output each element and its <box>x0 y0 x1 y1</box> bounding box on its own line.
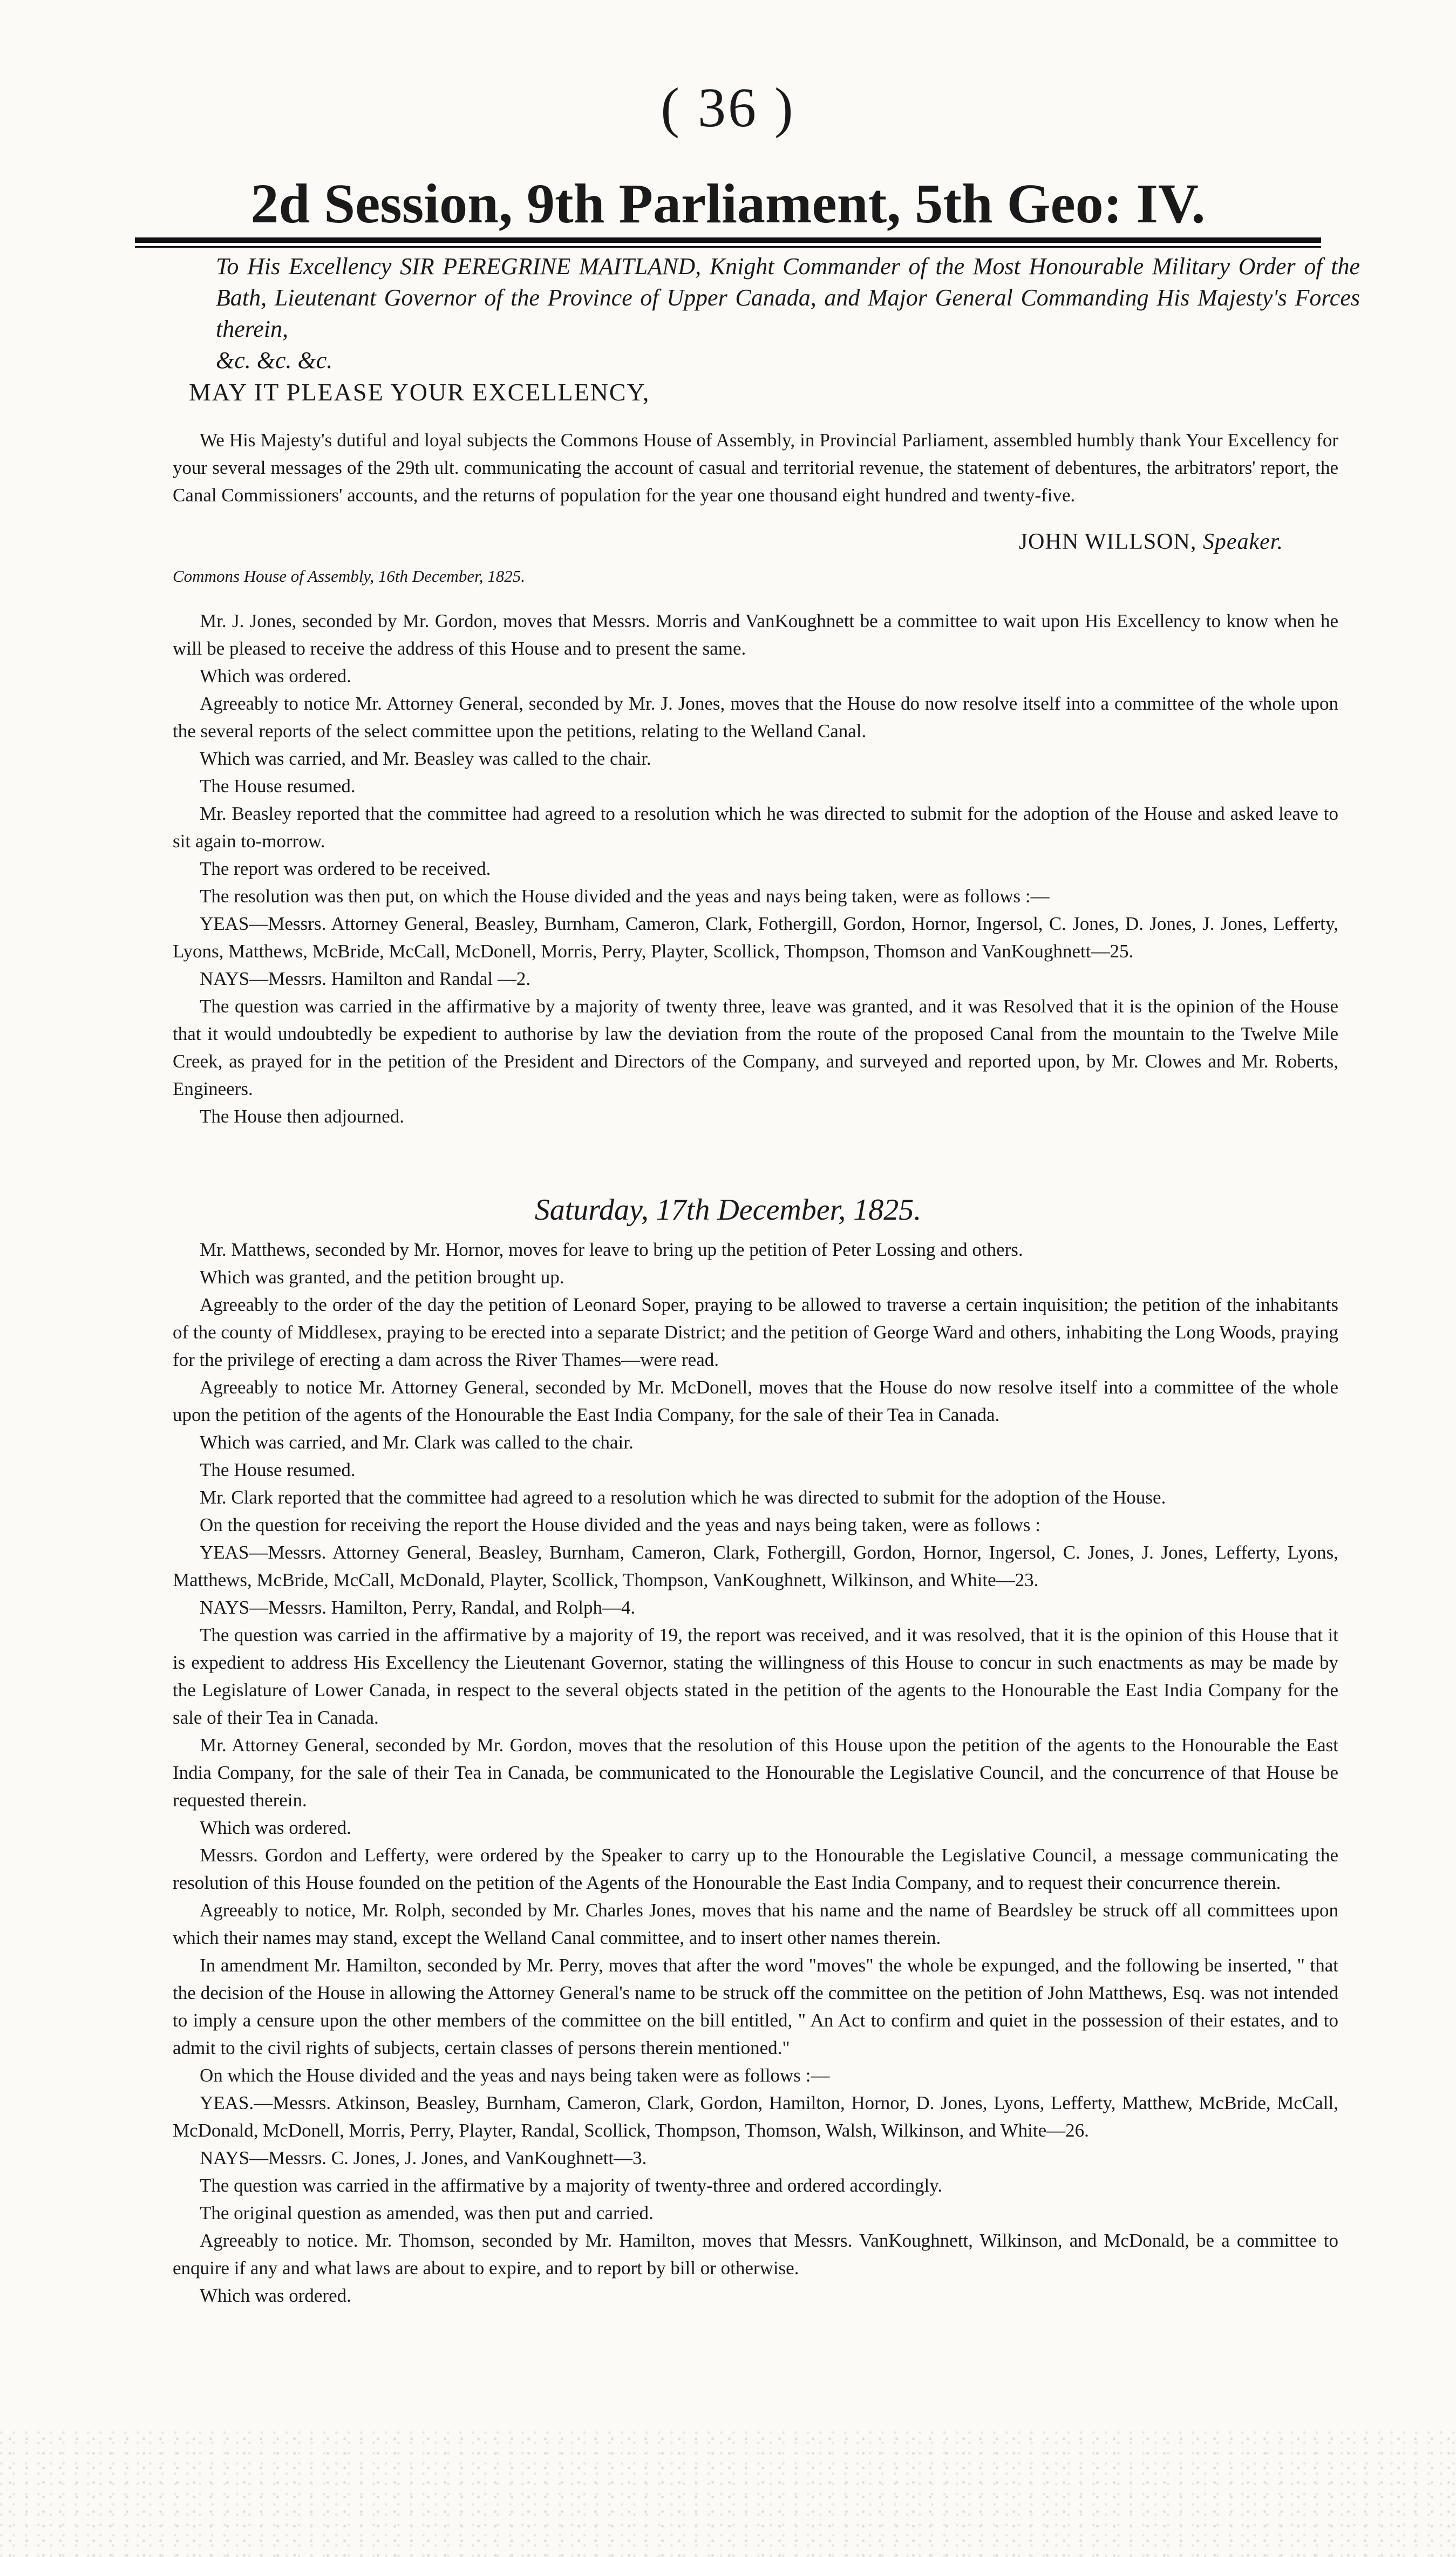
paragraph: On which the House divided and the yeas and nays being taken were as follows :— <box>200 2065 830 2086</box>
proceedings-17-december <box>173 1236 1338 2309</box>
paragraph: Mr. Matthews, seconded by Mr. Hornor, moves for leave to bring up the petition of Peter Lossing and others. <box>200 1239 1023 1260</box>
paragraph: Mr. Attorney General, seconded by Mr. Gordon, moves that the resolution of this House upon the petition of the agents to the Honourable the East India Company, for the sale of their Tea in Canada, be communicated to the Honourable the Legislative Council, and the concurrence of that House be requested therein. <box>173 1735 1338 1811</box>
address-body-text: We His Majesty's dutiful and loyal subjects the Commons House of Assembly, in Provincial Parliament, assembled humbly thank Your Excellency for your several messages of the 29th ult. communicating the account of casual and territorial revenue, the statement of debentures, the arbitrators' report, the Canal Commissioners' accounts, and the returns of population for the year one thousand eight hundred and twenty-five. <box>173 430 1338 506</box>
paragraph: In amendment Mr. Hamilton, seconded by Mr. Perry, moves that after the word "moves" the whole be expunged, and the following be inserted, " that the decision of the House in allowing the Attorney General's name to be struck off the committee on the petition of John Matthews, Esq. was not intended to imply a censure upon the other members of the committee on the bill entitled, " An Act to confirm and quiet in the possession of their estates, and to admit to the civil rights of subjects, certain classes of persons therein mentioned." <box>173 1955 1338 2058</box>
paragraph: The question was carried in the affirmative by a majority of twenty-three and ordered accordingly. <box>200 2175 943 2196</box>
paragraph: The resolution was then put, on which the House divided and the yeas and nays being taken, were as follows :— <box>200 886 1050 907</box>
paragraph: Which was ordered. <box>200 1817 351 1838</box>
paragraph: Mr. Beasley reported that the committee had agreed to a resolution which he was directed to submit for the adoption of the House and asked leave to sit again to-morrow. <box>173 803 1338 852</box>
paragraph: The House resumed. <box>200 1459 356 1480</box>
dateline: Commons House of Assembly, 16th December, 1825. <box>173 567 525 586</box>
paragraph: NAYS—Messrs. Hamilton, Perry, Randal, and Rolph—4. <box>200 1597 636 1618</box>
paragraph: Messrs. Gordon and Lefferty, were ordered by the Speaker to carry up to the Honourable the Legislative Council, a message communicating the resolution of this House founded on the petition of the Agents of the Honourable the East India Company, and to request their concurrence therein. <box>173 1845 1338 1893</box>
signature <box>1019 529 1283 555</box>
day-heading: Saturday, 17th December, 1825. <box>534 1193 922 1227</box>
paragraph: Agreeably to notice, Mr. Rolph, seconded by Mr. Charles Jones, moves that his name and the name of Beardsley be struck off all committees upon which their names may stand, except the Welland Canal committee, and to insert other names therein. <box>173 1900 1338 1948</box>
paragraph: Which was ordered. <box>200 665 351 686</box>
address-body <box>173 426 1338 509</box>
paragraph: Which was carried, and Mr. Beasley was called to the chair. <box>200 748 651 769</box>
paragraph: Agreeably to notice Mr. Attorney General, seconded by Mr. McDonell, moves that the House do now resolve itself into a committee of the whole upon the petition of the agents of the Honourable the East India Company, for the sale of their Tea in Canada. <box>173 1377 1338 1425</box>
paragraph: Which was carried, and Mr. Clark was called to the chair. <box>200 1432 634 1453</box>
paragraph: Which was granted, and the petition brought up. <box>200 1267 564 1288</box>
paragraph: The House resumed. <box>200 776 356 797</box>
paragraph: The original question as amended, was then put and carried. <box>200 2202 654 2223</box>
salutation: MAY IT PLEASE YOUR EXCELLENCY, <box>189 378 650 406</box>
header-rule-thick <box>135 237 1321 243</box>
page-speckle <box>0 2429 1456 2557</box>
paragraph: On the question for receiving the report the House divided and the yeas and nays being taken, were as follows : <box>200 1514 1041 1535</box>
address-heading <box>216 251 1360 376</box>
paragraph: YEAS—Messrs. Attorney General, Beasley, Burnham, Cameron, Clark, Fothergill, Gordon, Hornor, Ingersol, C. Jones, J. Jones, Lefferty, Lyons, Matthews, McBride, McCall, McDonald, Playter, Scollick, Thompson, VanKoughnett, Wilkinson, and White—23. <box>173 1542 1338 1590</box>
paragraph: The report was ordered to be received. <box>200 858 491 879</box>
proceedings-16-december <box>173 607 1338 1130</box>
address-etc: &c. &c. &c. <box>216 347 333 373</box>
address-recipient: To His Excellency SIR PEREGRINE MAITLAND, Knight Commander of the Most Honourable Military Order of the Bath, Lieutenant Governor of the Province of Upper Canada, and Major General Commanding His Majesty's Forces therein, <box>216 253 1360 342</box>
paragraph: NAYS—Messrs. Hamilton and Randal —2. <box>200 968 531 989</box>
signature-name: JOHN WILLSON, <box>1018 529 1197 554</box>
page-number: ( 36 ) <box>661 77 795 139</box>
paragraph: Mr. J. Jones, seconded by Mr. Gordon, moves that Messrs. Morris and VanKoughnett be a committee to wait upon His Excellency to know when he will be pleased to receive the address of this House and to present the same. <box>173 610 1338 659</box>
header-rule-thin <box>135 246 1321 248</box>
paragraph: YEAS.—Messrs. Atkinson, Beasley, Burnham, Cameron, Clark, Gordon, Hamilton, Hornor, D. Jones, Lyons, Lefferty, Matthew, McBride, McCall, McDonald, McDonell, Morris, Perry, Playter, Randal, Scollick, Thompson, Thomson, Walsh, Wilkinson, and White—26. <box>173 2092 1338 2141</box>
paragraph: Mr. Clark reported that the committee had agreed to a resolution which he was directed to submit for the adoption of the House. <box>200 1487 1166 1508</box>
signature-title: Speaker. <box>1202 529 1283 554</box>
paragraph: Agreeably to the order of the day the petition of Leonard Soper, praying to be allowed to traverse a certain inquisition; the petition of the inhabitants of the county of Middlesex, praying to be erected into a separate District; and the petition of George Ward and others, inhabiting the Long Woods, praying for the privilege of erecting a dam across the River Thames—were read. <box>173 1294 1338 1370</box>
paragraph: Agreeably to notice Mr. Attorney General, seconded by Mr. J. Jones, moves that the House do now resolve itself into a committee of the whole upon the several reports of the select committee upon the petitions, relating to the Welland Canal. <box>173 693 1338 742</box>
paragraph: Agreeably to notice. Mr. Thomson, seconded by Mr. Hamilton, moves that Messrs. VanKoughnett, Wilkinson, and McDonald, be a committee to enquire if any and what laws are about to expire, and to report by bill or otherwise. <box>173 2230 1338 2279</box>
session-title: 2d Session, 9th Parliament, 5th Geo: IV. <box>250 173 1206 235</box>
paragraph: The question was carried in the affirmative by a majority of 19, the report was received, and it was resolved, that it is the opinion of this House that it is expedient to address His Excellency the Lieutenant Governor, stating the willingness of this House to concur in such enactments as may be made by the Legislature of Lower Canada, in respect to the several objects stated in the petition of the agents to the Honourable the East India Company for the sale of their Tea in Canada. <box>173 1624 1338 1728</box>
paragraph: YEAS—Messrs. Attorney General, Beasley, Burnham, Cameron, Clark, Fothergill, Gordon, Hornor, Ingersol, C. Jones, D. Jones, J. Jones, Lefferty, Lyons, Matthews, McBride, McCall, McDonell, Morris, Perry, Playter, Scollick, Thompson, Thomson and VanKoughnett—25. <box>173 913 1338 962</box>
paragraph: NAYS—Messrs. C. Jones, J. Jones, and VanKoughnett—3. <box>200 2147 647 2168</box>
paragraph: The House then adjourned. <box>200 1106 405 1127</box>
paragraph: Which was ordered. <box>200 2285 351 2306</box>
paragraph: The question was carried in the affirmative by a majority of twenty three, leave was granted, and it was Resolved that it is the opinion of the House that it would undoubtedly be expedient to authorise by law the deviation from the route of the proposed Canal from the mountain to the Twelve Mile Creek, as prayed for in the petition of the President and Directors of the Company, and surveyed and reported upon, by Mr. Clowes and Mr. Roberts, Engineers. <box>173 996 1338 1099</box>
